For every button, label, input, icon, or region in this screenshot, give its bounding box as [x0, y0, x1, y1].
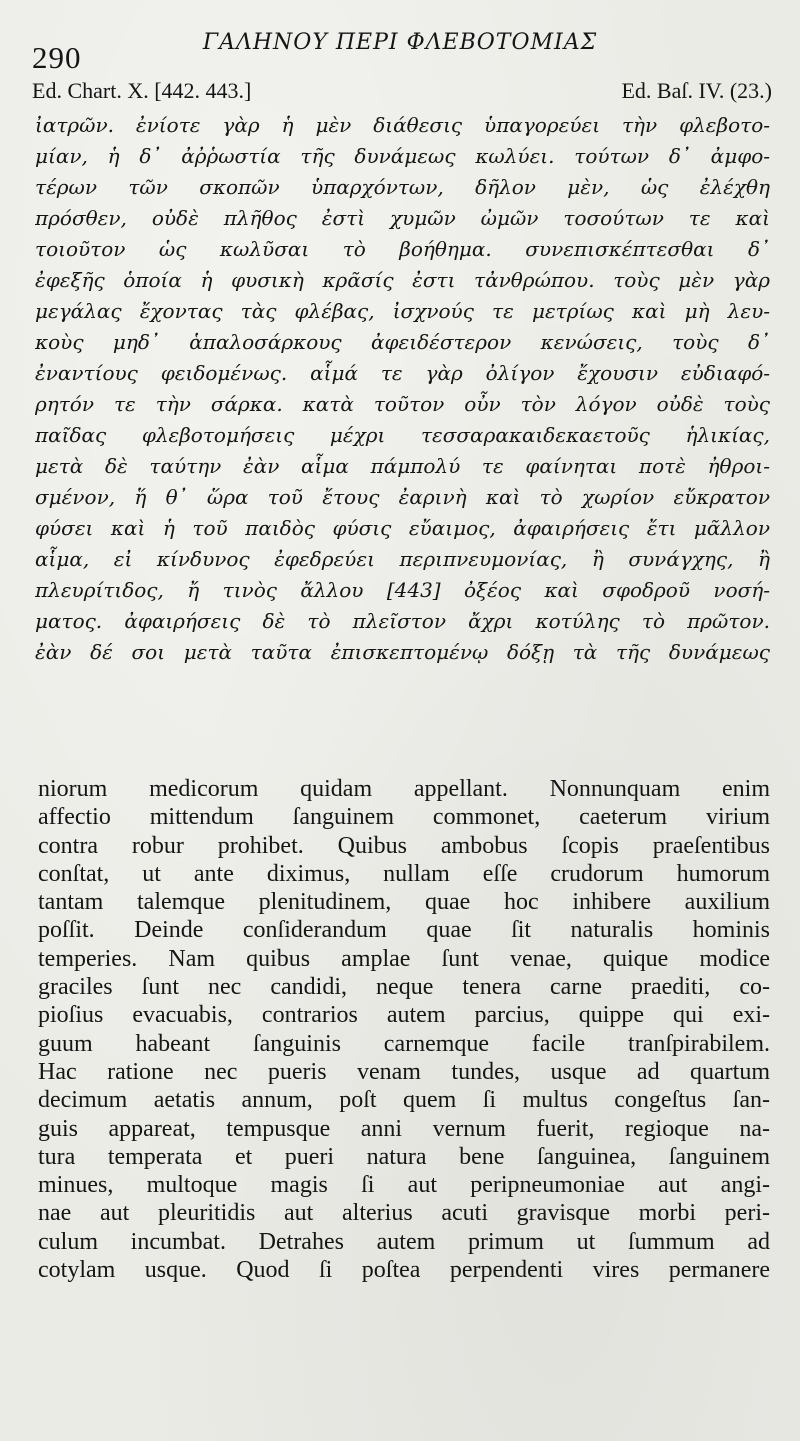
greek-text-line: κοὺς μηδ᾽ ἁπαλοσάρκους ἀφειδέστερον κενώσεις, τοὺς δ᾽	[35, 330, 770, 354]
latin-text-line: conſtat, ut ante diximus, nullam eſſe crudorum humorum	[38, 860, 770, 887]
greek-text-line: μεγάλας ἔχοντας τὰς φλέβας, ἰσχνούς τε μετρίως καὶ μὴ λευ-	[35, 299, 770, 323]
latin-text-line: minues, multoque magis ſi aut peripneumoniae aut angi-	[38, 1172, 770, 1199]
greek-text-line: τοιοῦτον ὡς κωλῦσαι τὸ βοήθημα. συνεπισκέπτεσθαι δ᾽	[35, 237, 770, 261]
latin-text-line: guum habeant ſanguinis carnemque facile tranſpirabilem.	[38, 1030, 770, 1057]
greek-text-line: σμένον, ἥ θ᾽ ὥρα τοῦ ἔτους ἐαρινὴ καὶ τὸ χωρίον εὔκρατον	[35, 485, 770, 509]
edition-reference-line	[32, 80, 772, 106]
running-head: ΓΑΛΗΝΟΥ ΠΕΡΙ ΦΛΕΒΟΤΟΜΙΑΣ	[202, 30, 598, 55]
greek-text-line: ἐὰν δέ σοι μετὰ ταῦτα ἐπισκεπτομένῳ δόξῃ τὰ τῆς δυνάμεως	[35, 640, 770, 664]
edition-basel-reference: Ed. Baſ. IV. (23.)	[621, 78, 772, 103]
latin-text-line: culum incumbat. Detrahes autem primum ut ſummum ad	[38, 1228, 770, 1255]
latin-text-line: niorum medicorum quidam appellant. Nonnunquam enim	[38, 776, 770, 802]
latin-text-line: decimum aetatis annum, poſt quem ſi multus congeſtus ſan-	[38, 1087, 770, 1114]
latin-text-line: guis appareat, tempusque anni vernum fuerit, regioque na-	[38, 1115, 770, 1142]
greek-text-line: φύσει καὶ ἡ τοῦ παιδὸς φύσις εὔαιμος, ἀφαιρήσεις ἔτι μᾶλλον	[35, 516, 770, 540]
latin-text-line: temperies. Nam quibus amplae ſunt venae, quique modice	[38, 945, 770, 972]
latin-text-line: Hac ratione nec pueris venam tundes, usque ad quartum	[38, 1058, 770, 1085]
latin-text-line: contra robur prohibet. Quibus ambobus ſcopis praeſentibus	[38, 832, 770, 859]
greek-text-line: παῖδας φλεβοτομήσεις μέχρι τεσσαρακαιδεκαετοῦς ἡλικίας,	[35, 423, 770, 447]
latin-text-line: cotylam usque. Quod ſi poſtea perpendenti vires permanere	[38, 1257, 770, 1284]
latin-text-line: tantam talemque plenitudinem, quae hoc inhibere auxilium	[38, 889, 770, 916]
greek-text-line: πλευρίτιδος, ἤ τινὸς ἄλλου [443] ὀξέος καὶ σφοδροῦ νοσή-	[35, 578, 770, 602]
greek-text-line: ἐφεξῆς ὁποία ἡ φυσικὴ κρᾶσίς ἐστι τἀνθρώπου. τοὺς μὲν γὰρ	[35, 268, 770, 292]
greek-text-line: μετὰ δὲ ταύτην ἐὰν αἷμα πάμπολύ τε φαίνηται ποτὲ ἠθροι-	[35, 454, 770, 478]
latin-text-line: poſſit. Deinde conſiderandum quae ſit naturalis hominis	[38, 917, 770, 944]
greek-text-line: πρόσθεν, οὐδὲ πλῆθος ἐστὶ χυμῶν ὠμῶν τοσούτων τε καὶ	[35, 206, 770, 230]
greek-text-block	[35, 110, 770, 668]
latin-text-block	[38, 775, 770, 1284]
latin-text-line: affectio mittendum ſanguinem commonet, caeterum virium	[38, 804, 770, 831]
greek-text-line: μίαν, ἡ δ᾽ ἀῤῥωστία τῆς δυνάμεως κωλύει. τούτων δ᾽ ἀμφο-	[35, 144, 770, 168]
greek-text-line: ματος. ἀφαιρήσεις δὲ τὸ πλεῖστον ἄχρι κοτύλης τὸ πρῶτον.	[35, 609, 770, 633]
greek-text-line: ἐναντίους φειδομένως. αἷμά τε γὰρ ὀλίγον ἔχουσιν εὐδιαφό-	[35, 361, 770, 385]
greek-text-line: τέρων τῶν σκοπῶν ὑπαρχόντων, δῆλον μὲν, ὡς ἐλέχθη	[35, 175, 770, 199]
latin-text-line: tura temperata et pueri natura bene ſanguinea, ſanguinem	[38, 1143, 770, 1170]
edition-chartier-reference: Ed. Chart. X. [442. 443.]	[32, 78, 252, 103]
page-number: 290	[32, 40, 82, 75]
latin-text-line: graciles ſunt nec candidi, neque tenera carne praediti, co-	[38, 974, 770, 1001]
latin-text-line: nae aut pleuritidis aut alterius acuti gravisque morbi peri-	[38, 1200, 770, 1227]
greek-text-line: αἷμα, εἰ κίνδυνος ἐφεδρεύει περιπνευμονίας, ἢ συνάγχης, ἢ	[35, 547, 770, 571]
greek-text-line: ρητόν τε τὴν σάρκα. κατὰ τοῦτον οὖν τὸν λόγον οὐδὲ τοὺς	[35, 392, 770, 416]
greek-text-line: ἰατρῶν. ἐνίοτε γὰρ ἡ μὲν διάθεσις ὑπαγορεύει τὴν φλεβοτο-	[35, 113, 770, 137]
latin-text-line: pioſius evacuabis, contrarios autem parcius, quippe qui exi-	[38, 1002, 770, 1029]
